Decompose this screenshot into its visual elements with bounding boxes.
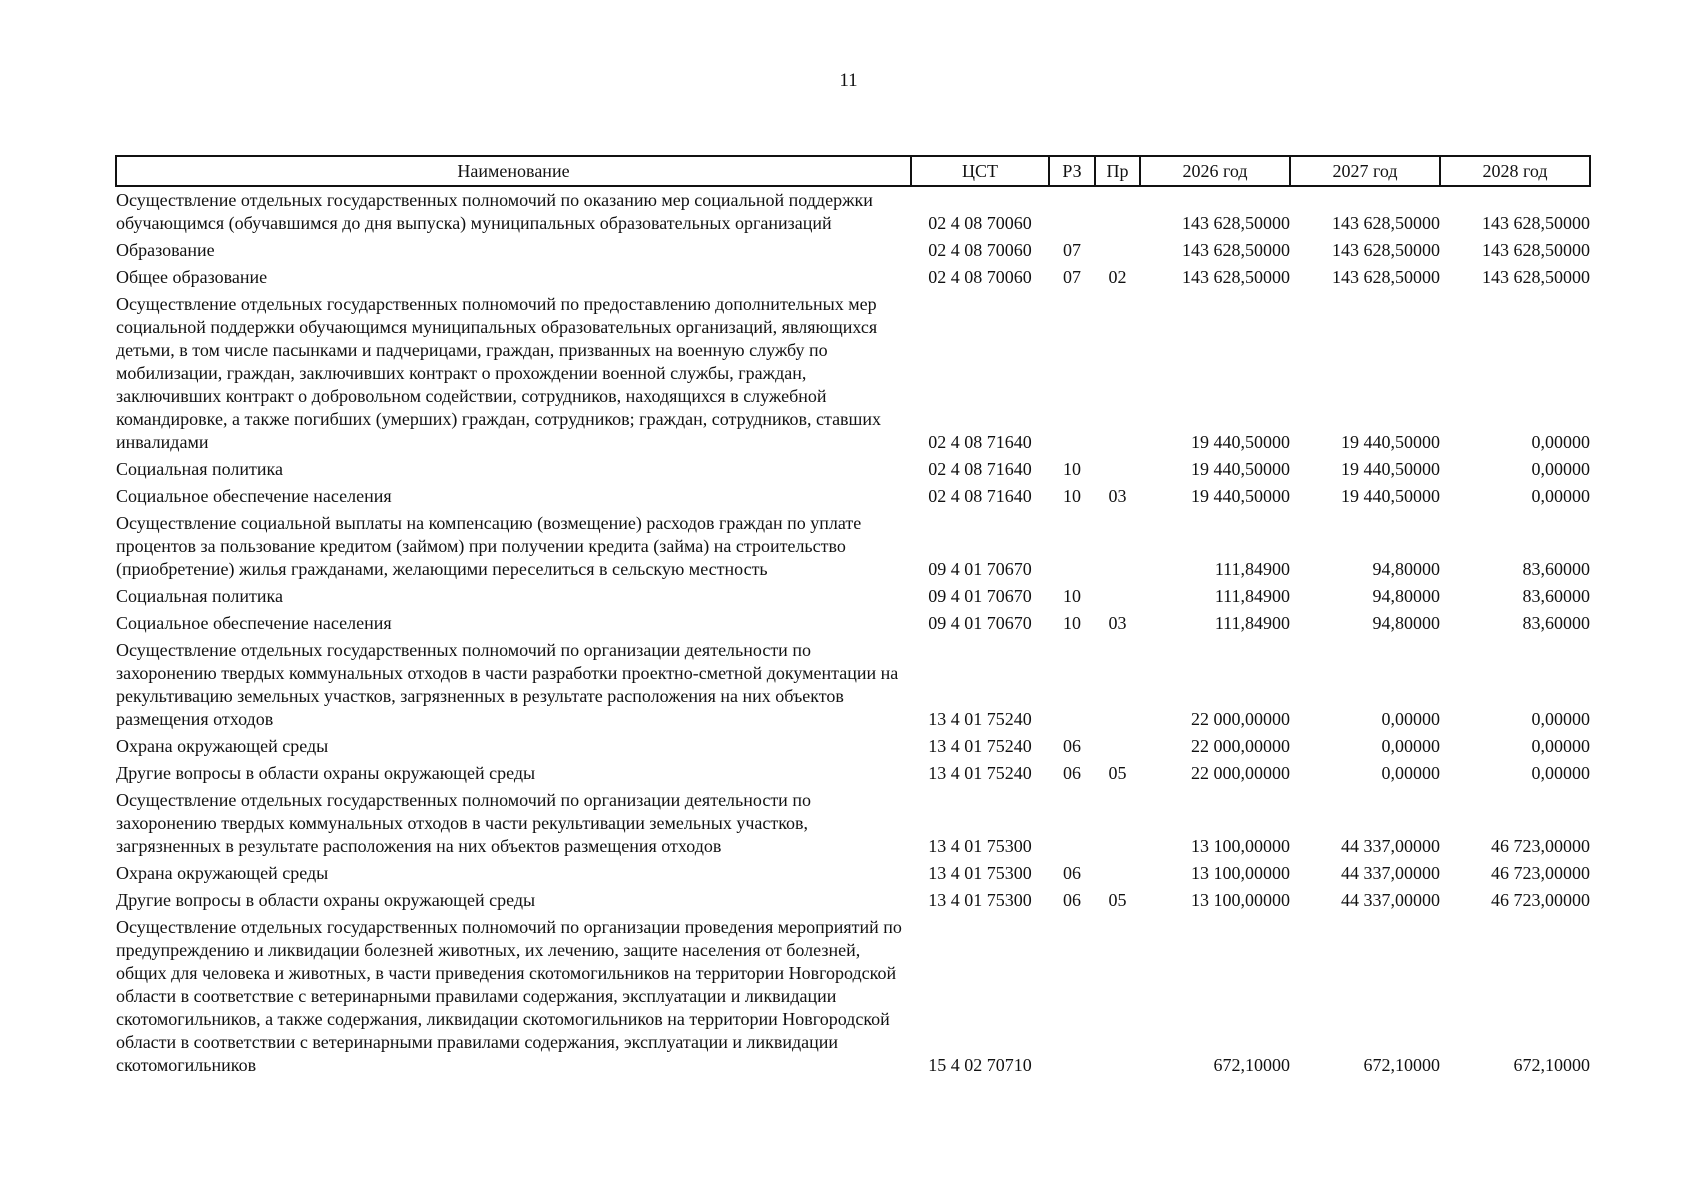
row-pr (1095, 914, 1140, 1079)
table-row (116, 787, 1590, 860)
table-row (116, 914, 1590, 1079)
row-cst: 09 4 01 70670 (928, 586, 1032, 606)
row-value-2027: 94,80000 (1372, 613, 1440, 633)
row-value-2028: 46 723,00000 (1491, 890, 1590, 910)
row-cst: 13 4 01 75300 (928, 863, 1032, 883)
row-rz (1049, 787, 1095, 860)
header-cst: ЦСТ (911, 156, 1049, 186)
table-row (116, 264, 1590, 291)
row-value-2027: 143 628,50000 (1332, 240, 1440, 260)
row-name: Образование (116, 240, 215, 260)
table-row (116, 237, 1590, 264)
header-rz: РЗ (1049, 156, 1095, 186)
row-value-2028: 83,60000 (1522, 613, 1590, 633)
row-cst: 02 4 08 70060 (928, 267, 1032, 287)
row-rz (1049, 637, 1095, 733)
row-cst: 02 4 08 71640 (928, 459, 1032, 479)
row-value-2026: 111,84900 (1214, 559, 1290, 579)
row-value-2027: 44 337,00000 (1341, 863, 1440, 883)
row-pr (1095, 733, 1140, 760)
table-row (116, 610, 1590, 637)
row-cst: 13 4 01 75300 (928, 836, 1032, 856)
row-value-2028: 143 628,50000 (1482, 240, 1590, 260)
row-cst: 02 4 08 71640 (928, 486, 1032, 506)
header-name: Наименование (116, 156, 911, 186)
table-row (116, 291, 1590, 456)
table-row (116, 887, 1590, 914)
row-name: Социальное обеспечение населения (116, 613, 392, 633)
budget-table (115, 155, 1591, 1079)
table-row (116, 483, 1590, 510)
row-value-2027: 19 440,50000 (1341, 459, 1440, 479)
table-row (116, 510, 1590, 583)
row-pr (1095, 291, 1140, 456)
row-pr (1095, 583, 1140, 610)
header-row (116, 156, 1590, 186)
row-rz: 10 (1063, 459, 1081, 479)
row-name: Осуществление отдельных государственных полномочий по организации деятельности по захоронению твердых коммунальных отходов в части разработки проектно-сметной документации на рекультивацию земельных участков, загрязненных в результате расположения на них объектов размещения отходов (116, 640, 899, 729)
row-rz: 10 (1063, 613, 1081, 633)
row-value-2028: 83,60000 (1522, 559, 1590, 579)
table-row (116, 583, 1590, 610)
row-value-2027: 0,00000 (1381, 736, 1440, 756)
row-name: Социальная политика (116, 459, 283, 479)
header-pr: Пр (1095, 156, 1140, 186)
table-row (116, 637, 1590, 733)
row-value-2026: 19 440,50000 (1191, 459, 1290, 479)
row-value-2028: 46 723,00000 (1491, 836, 1590, 856)
row-value-2028: 0,00000 (1531, 763, 1590, 783)
row-pr (1095, 456, 1140, 483)
row-pr (1095, 787, 1140, 860)
row-cst: 09 4 01 70670 (928, 559, 1032, 579)
row-name: Общее образование (116, 267, 268, 287)
row-value-2028: 46 723,00000 (1491, 863, 1590, 883)
row-rz (1049, 914, 1095, 1079)
row-cst: 02 4 08 71640 (928, 432, 1032, 452)
row-name: Осуществление отдельных государственных полномочий по организации проведения мероприятий по предупреждению и ликвидации болезней животных, их лечению, защите населения от болезней, общих для человека и животных, в части приведения скотомогильников на территории Новгородской области в соответствие с ветеринарными правилами содержания, эксплуатации и ликвидации скотомогильников, а также содержания, ликвидации скотомогильников на территории Новгородской области в соответствии с ветеринарными правилами содержания, эксплуатации и ликвидации скотомогильников (116, 917, 902, 1075)
row-value-2026: 22 000,00000 (1191, 709, 1290, 729)
row-cst: 13 4 01 75240 (928, 763, 1032, 783)
row-pr: 05 (1108, 890, 1127, 910)
row-value-2026: 143 628,50000 (1182, 267, 1290, 287)
row-value-2026: 13 100,00000 (1191, 836, 1290, 856)
row-value-2026: 672,10000 (1213, 1055, 1290, 1075)
row-value-2028: 143 628,50000 (1482, 213, 1590, 233)
row-value-2028: 143 628,50000 (1482, 267, 1590, 287)
row-value-2027: 44 337,00000 (1341, 836, 1440, 856)
row-name: Другие вопросы в области охраны окружающей среды (116, 890, 536, 910)
row-name: Другие вопросы в области охраны окружающей среды (116, 763, 536, 783)
row-name: Охрана окружающей среды (116, 863, 329, 883)
row-value-2027: 0,00000 (1381, 709, 1440, 729)
row-value-2027: 44 337,00000 (1341, 890, 1440, 910)
row-rz: 10 (1063, 586, 1081, 606)
row-value-2026: 111,84900 (1214, 586, 1290, 606)
row-value-2027: 143 628,50000 (1332, 213, 1440, 233)
row-value-2026: 111,84900 (1214, 613, 1290, 633)
row-value-2026: 143 628,50000 (1182, 213, 1290, 233)
row-value-2026: 13 100,00000 (1191, 863, 1290, 883)
row-value-2027: 94,80000 (1372, 586, 1440, 606)
row-rz (1049, 186, 1095, 237)
row-name: Осуществление отдельных государственных полномочий по предоставлению дополнительных мер социальной поддержки обучающимся муниципальных образовательных организаций, являющихся детьми, в том числе пасынками и падчерицами, граждан, призванных на военную службу по мобилизации, граждан, заключивших контракт о прохождении военной службы, граждан, заключивших контракт о добровольном содействии, сотрудников, находящихся в служебной командировке, а также погибших (умерших) граждан, сотрудников; граждан, сотрудников, ставших инвалидами (116, 294, 882, 452)
row-value-2026: 19 440,50000 (1191, 486, 1290, 506)
table-row (116, 733, 1590, 760)
row-value-2028: 0,00000 (1531, 459, 1590, 479)
row-pr (1095, 237, 1140, 264)
row-cst: 02 4 08 70060 (928, 213, 1032, 233)
row-value-2026: 22 000,00000 (1191, 736, 1290, 756)
header-2026: 2026 год (1140, 156, 1290, 186)
row-rz: 06 (1063, 890, 1081, 910)
row-rz: 10 (1063, 486, 1081, 506)
row-pr (1095, 637, 1140, 733)
row-value-2028: 0,00000 (1531, 432, 1590, 452)
row-pr: 03 (1108, 613, 1127, 633)
row-value-2028: 0,00000 (1531, 486, 1590, 506)
row-pr: 03 (1108, 486, 1127, 506)
row-value-2026: 19 440,50000 (1191, 432, 1290, 452)
row-rz (1049, 510, 1095, 583)
row-value-2028: 672,10000 (1513, 1055, 1590, 1075)
row-pr (1095, 510, 1140, 583)
row-cst: 15 4 02 70710 (928, 1055, 1032, 1075)
row-pr (1095, 860, 1140, 887)
row-cst: 13 4 01 75240 (928, 709, 1032, 729)
row-cst: 13 4 01 75240 (928, 736, 1032, 756)
row-value-2027: 94,80000 (1372, 559, 1440, 579)
row-name: Осуществление отдельных государственных полномочий по оказанию мер социальной поддержки обучающимся (обучавшимся до дня выпуска) муниципальных образовательных организаций (116, 190, 873, 233)
row-value-2027: 19 440,50000 (1341, 432, 1440, 452)
page-number: 11 (839, 70, 858, 91)
row-cst: 02 4 08 70060 (928, 240, 1032, 260)
row-value-2027: 143 628,50000 (1332, 267, 1440, 287)
row-value-2028: 0,00000 (1531, 709, 1590, 729)
row-name: Осуществление отдельных государственных полномочий по организации деятельности по захоронению твердых коммунальных отходов в части рекультивации земельных участков, загрязненных в результате расположения на них объектов размещения отходов (116, 790, 811, 856)
header-2028: 2028 год (1440, 156, 1590, 186)
table-body (116, 186, 1590, 1079)
row-rz (1049, 291, 1095, 456)
row-pr: 05 (1108, 763, 1127, 783)
row-pr: 02 (1108, 267, 1127, 287)
header-2027: 2027 год (1290, 156, 1440, 186)
row-cst: 13 4 01 75300 (928, 890, 1032, 910)
row-value-2028: 83,60000 (1522, 586, 1590, 606)
row-value-2026: 22 000,00000 (1191, 763, 1290, 783)
row-value-2027: 672,10000 (1363, 1055, 1440, 1075)
row-rz: 06 (1063, 763, 1081, 783)
row-value-2026: 143 628,50000 (1182, 240, 1290, 260)
table-row (116, 186, 1590, 237)
table-row (116, 760, 1590, 787)
row-rz: 06 (1063, 736, 1081, 756)
row-name: Социальная политика (116, 586, 283, 606)
row-value-2027: 0,00000 (1381, 763, 1440, 783)
row-value-2028: 0,00000 (1531, 736, 1590, 756)
row-pr (1095, 186, 1140, 237)
row-cst: 09 4 01 70670 (928, 613, 1032, 633)
table-header (116, 156, 1590, 186)
row-rz: 07 (1063, 240, 1081, 260)
row-rz: 06 (1063, 863, 1081, 883)
table-row (116, 860, 1590, 887)
row-name: Охрана окружающей среды (116, 736, 329, 756)
row-name: Осуществление социальной выплаты на компенсацию (возмещение) расходов граждан по уплате процентов за пользование кредитом (займом) при получении кредита (займа) на строительство (приобретение) жилья гражданами, желающими переселиться в сельскую местность (116, 513, 862, 579)
row-value-2027: 19 440,50000 (1341, 486, 1440, 506)
row-rz: 07 (1063, 267, 1081, 287)
row-value-2026: 13 100,00000 (1191, 890, 1290, 910)
table-row (116, 456, 1590, 483)
row-name: Социальное обеспечение населения (116, 486, 392, 506)
